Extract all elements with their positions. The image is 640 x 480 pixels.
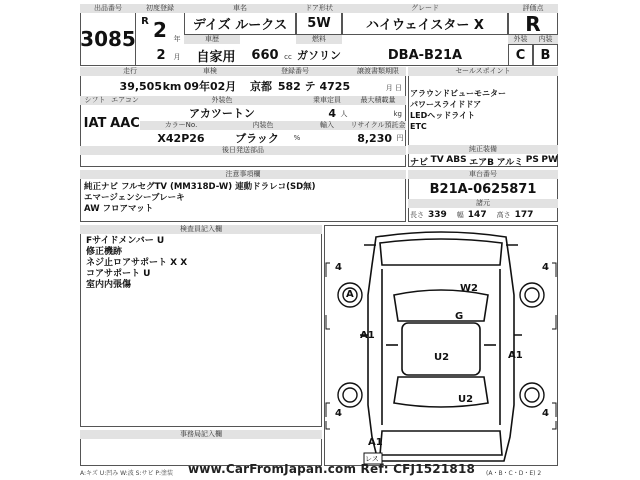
notes-label: 注意事項欄 (80, 170, 406, 179)
first-reg-label: 初度登録 (136, 4, 184, 13)
color-number: X42P26 (157, 131, 205, 145)
selling-point-item: アラウンドビューモニター (410, 89, 506, 98)
door-type: 5W (296, 13, 342, 35)
damage-mark-w2: W2 (460, 283, 478, 294)
shift-label: シフト (80, 96, 110, 105)
recycle-fee-value: 8,230 (357, 131, 392, 145)
interior-label: 内装 (533, 35, 558, 44)
equipment-label: 純正装備 (408, 145, 558, 154)
chassis-label: 車台番号 (408, 170, 558, 179)
equipment-item: アルミ (496, 158, 524, 168)
tire-mark-bottom-right: 4 (542, 408, 549, 419)
ac-value: AAC (110, 115, 140, 131)
reg-year: 2 (153, 18, 167, 42)
equipment-item: エアB (469, 158, 494, 168)
width-label: 幅 (456, 211, 464, 219)
grade: ハイウェイスター X (342, 13, 508, 35)
bottom-box-label: レス (365, 455, 379, 463)
selling-points-label: セールスポイント (408, 67, 558, 76)
selling-point-item: LEDヘッドライト (410, 111, 475, 120)
damage-mark-g: G (455, 311, 464, 322)
dimensions-row (410, 209, 558, 221)
inspector-list (86, 236, 316, 291)
recycle-fee-label: リサイクル預託金 (350, 121, 406, 129)
note-line: エマージェンシーブレーキ (84, 193, 185, 203)
length-value: 339 (428, 210, 447, 220)
color-value: アカツートン (189, 107, 255, 120)
door-label: ドア形状 (296, 4, 342, 13)
reg-area: 京都 (250, 80, 272, 93)
reg-number: 582 テ 4725 (277, 80, 351, 93)
reg-no-label: 登録番号 (240, 67, 350, 76)
usage: 自家用 (196, 49, 236, 65)
damage-mark-u2-center: U2 (434, 352, 450, 363)
km-unit: km (162, 79, 182, 93)
note-line: 純正ナビ フルセグTV (MM318D-W) 連動ドラレコ(SD無) (84, 182, 316, 192)
height-value: 177 (514, 210, 534, 220)
inspection-value: 09年02月 (183, 80, 237, 93)
year-unit: 年 (173, 34, 181, 43)
damage-mark-u2-bottom: U2 (458, 394, 474, 405)
car-name-label: 車名 (184, 4, 296, 13)
era: R (141, 15, 149, 27)
length-label: 長さ (410, 211, 424, 219)
equipment-item: TV (430, 155, 444, 165)
yen-unit: 円 (396, 134, 404, 142)
equipment-item: ナビ (410, 158, 429, 168)
mileage-label: 走行 (80, 67, 180, 76)
inspector-label: 検査員記入欄 (80, 225, 322, 234)
score-label: 評価点 (508, 4, 558, 13)
color-no-label: カラーNo. (140, 121, 222, 130)
int-color-label: 内装色 (222, 121, 304, 130)
ac-label: エアコン (111, 96, 139, 104)
inspection-label: 車検 (180, 67, 240, 76)
interior-score: B (533, 44, 558, 66)
mileage-value: 39,505 (119, 79, 162, 93)
equipment-item: PW (541, 155, 558, 165)
rear-parts-label: 後日発送部品 (80, 146, 406, 155)
auction-score: R (508, 13, 558, 35)
shift-value: IAT (83, 115, 107, 131)
car-name: デイズ ルークス (184, 13, 296, 35)
exterior-score: C (508, 44, 533, 66)
import-label: 輸入 (304, 121, 350, 130)
lot-number: 3085 (80, 13, 136, 66)
car-diagram (324, 225, 558, 466)
reg-month: 2 (156, 47, 166, 63)
capacity-label: 乗車定員 (304, 96, 350, 105)
selling-points-list (410, 88, 556, 132)
equipment-list (410, 155, 558, 167)
inspector-item: 室内内張傷 (86, 280, 132, 290)
inspector-item: コアサポート U (86, 269, 151, 279)
inspector-item: ネジ止ロアサポート X X (86, 258, 188, 268)
displacement: 660 (251, 47, 279, 63)
grade-label: グレード (342, 4, 508, 13)
dimensions-label: 諸元 (408, 199, 558, 208)
tire-mark-bottom-left: 4 (335, 408, 342, 419)
chassis-number: B21A-0625871 (429, 181, 537, 197)
capacity-value: 4 (328, 106, 336, 120)
recycle-doc-label: 譲渡書類期限 (350, 67, 406, 76)
damage-mark-a: A (346, 289, 354, 300)
note-line: AW フロアマット (84, 204, 154, 214)
exterior-label: 外装 (508, 35, 533, 44)
damage-mark-a1-left: A1 (360, 330, 375, 341)
equipment-item: PS (525, 155, 539, 165)
office-label: 事務局記入欄 (80, 430, 322, 439)
width-value: 147 (467, 210, 487, 220)
damage-mark-a1-right: A1 (508, 350, 523, 361)
fuel-type: ガソリン (297, 49, 341, 62)
watermark: www.CarFromJapan.com Ref: CFJ1521818 (188, 462, 476, 476)
fuel-label: 燃料 (296, 35, 342, 44)
interior-color: ブラック (235, 132, 279, 145)
kg-unit: kg (393, 110, 402, 118)
max-load-label: 最大積載量 (350, 96, 406, 105)
percent-unit: % (293, 134, 301, 142)
tire-mark-top-left: 4 (335, 262, 342, 273)
inspector-item: 修正機跡 (86, 247, 123, 257)
footer-legend-right: (A・B・C・D・E) 2 (486, 470, 542, 477)
year-type-label: 車歴 (184, 35, 240, 44)
cc-unit: cc (284, 53, 292, 61)
color-label: 外装色 (140, 96, 304, 105)
notes-lines (84, 182, 404, 215)
inspector-item: Fサイドメンバー U (86, 236, 165, 246)
tire-mark-top-right: 4 (542, 262, 549, 273)
damage-mark-a1-bottom: A1 (368, 437, 383, 448)
selling-point-item: パワースライドドア (410, 100, 482, 109)
model-code: DBA-B21A (387, 47, 463, 63)
month-day-unit: 月 日 (385, 84, 402, 92)
capacity-unit: 人 (340, 110, 348, 118)
footer-legend-left: A:キズ U:凹み W:波 S:サビ P:塗装 (80, 470, 174, 477)
height-label: 高さ (496, 211, 511, 219)
selling-point-item: ETC (410, 122, 427, 131)
equipment-item: ABS (446, 155, 467, 165)
month-unit: 月 (173, 52, 181, 61)
lot-no-label: 出品番号 (80, 4, 136, 13)
